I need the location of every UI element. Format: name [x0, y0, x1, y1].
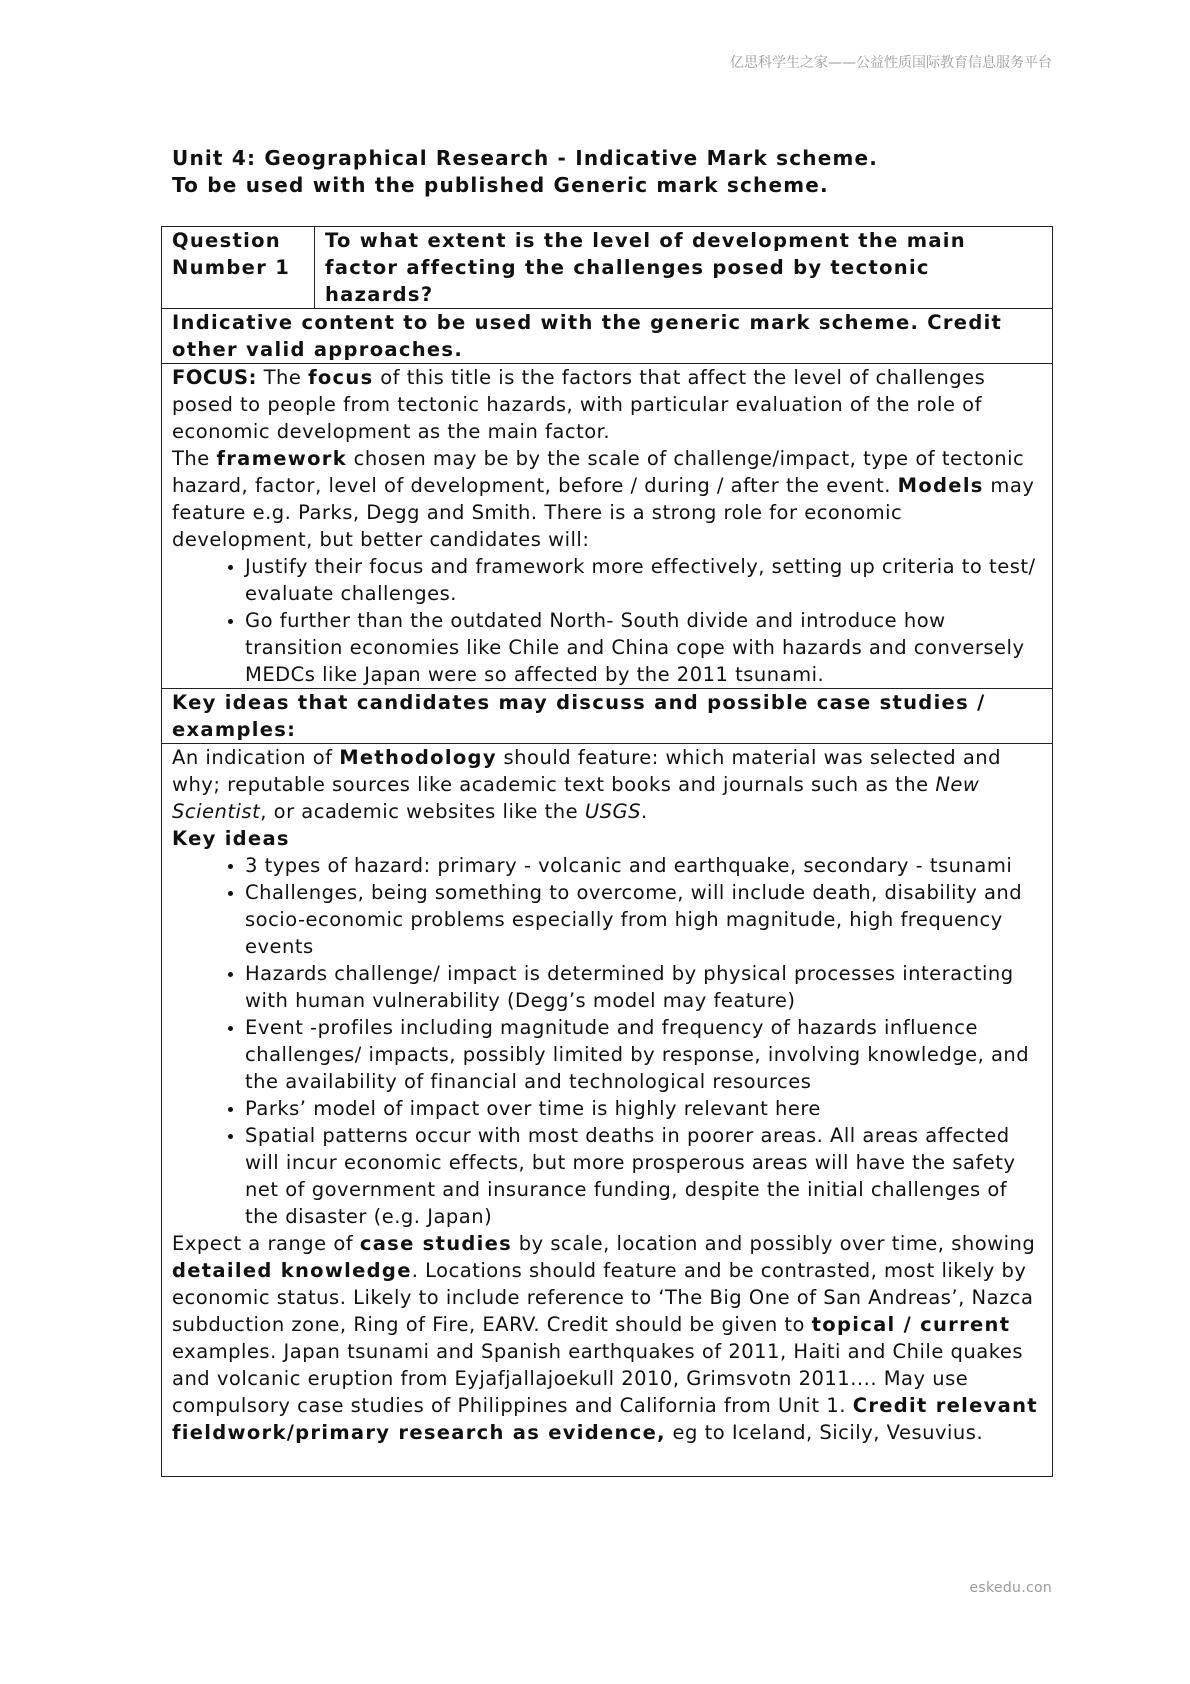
credit-fieldwork-keyword: Credit relevant fieldwork/primary research as evidence,: [172, 1394, 1038, 1444]
framework-text-3: may feature e.g. Parks, Degg and Smith. There is a strong role for economic development, but better candidates will:: [172, 474, 1035, 551]
page-header-text: 亿思科学生之家——公益性质国际教育信息服务平台: [730, 55, 1052, 71]
indicative-heading: Indicative content to be used with the generic mark scheme. Credit other valid approaches.: [162, 309, 1053, 364]
key-ideas-heading-row: [162, 689, 1053, 744]
focus-text-2: of this title is the factors that affect the level of challenges posed to people from tectonic hazards, with particular evaluation of the role of economic development as the main factor.: [172, 366, 986, 443]
topical-current-keyword: topical / current: [811, 1313, 1011, 1336]
focus-paragraph: [172, 364, 1042, 445]
detailed-knowledge-keyword: detailed knowledge: [172, 1259, 412, 1282]
framework-paragraph: [172, 445, 1042, 553]
list-item: • Justify their focus and framework more effectively, setting up criteria to test/ evaluate challenges.: [245, 553, 1042, 607]
indicative-heading-row: [162, 309, 1053, 364]
case-text-2: by scale, location and possibly over time, showing: [512, 1232, 1036, 1255]
methodology-text-1: An indication of: [172, 746, 340, 769]
list-item: • Go further than the outdated North- South divide and introduce how transition economies like Chile and China cope with hazards and conversely MEDCs like Japan were so affected by the 2011 tsunami.: [245, 607, 1042, 688]
list-item: • Hazards challenge/ impact is determined by physical processes interacting with human vulnerability (Degg’s model may feature): [245, 960, 1042, 1014]
title-line-1: Unit 4: Geographical Research - Indicative Mark scheme.: [172, 146, 879, 170]
case-text-5: eg to Iceland, Sicily, Vesuvius.: [665, 1421, 984, 1444]
focus-keyword: focus: [308, 366, 374, 389]
key-ideas-row: [162, 744, 1053, 1477]
focus-text-1: The: [256, 366, 309, 389]
focus-cell: [162, 364, 1053, 689]
list-item: • Challenges, being something to overcome, will include death, disability and socio-economic problems especially from high magnitude, high frequency events: [245, 879, 1042, 960]
case-text-3: . Locations should feature and be contrasted, most likely by economic status. Likely to include reference to ‘The Big One of San Andreas’, Nazca subduction zone, Ring of Fire, EARV. Credit should be given to: [172, 1259, 1034, 1336]
cell-bottom-space: [172, 1446, 1042, 1476]
case-text-4: examples. Japan tsunami and Spanish earthquakes of 2011, Haiti and Chile quakes and volcanic eruption from Eyjafjallajoekull 2010, Grimsvotn 2011.... May use compulsory case studies of Philippines and California from Unit 1.: [172, 1340, 1023, 1417]
focus-bullet-list: [172, 553, 1042, 688]
document-title: [172, 145, 878, 199]
methodology-text-2: should feature: which material was selected and why; reputable sources like academic text books and journals such as the: [172, 746, 1002, 796]
case-text-1: Expect a range of: [172, 1232, 360, 1255]
key-ideas-list: [172, 852, 1042, 1230]
key-ideas-label: Key ideas: [172, 827, 290, 850]
usgs-name: USGS: [584, 800, 641, 823]
methodology-keyword: Methodology: [339, 746, 497, 769]
mark-scheme-table: [161, 226, 1053, 1477]
focus-label: FOCUS:: [172, 366, 257, 389]
case-studies-keyword: case studies: [359, 1232, 513, 1255]
question-number-cell: Question Number 1: [162, 227, 315, 309]
framework-keyword: framework: [216, 447, 347, 470]
question-text-cell: To what extent is the level of development the main factor affecting the challenges posed by tectonic hazards?: [315, 227, 1053, 309]
key-ideas-heading: Key ideas that candidates may discuss and possible case studies / examples:: [162, 689, 1053, 744]
framework-text-1: The: [172, 447, 217, 470]
methodology-text-3: , or academic websites like the: [260, 800, 585, 823]
focus-row: [162, 364, 1053, 689]
list-item: • Event -profiles including magnitude and frequency of hazards influence challenges/ impacts, possibly limited by response, involving knowledge, and the availability of financial and technological resources: [245, 1014, 1042, 1095]
methodology-paragraph: [172, 744, 1042, 825]
page-footer-text: eskedu.con: [969, 1580, 1052, 1596]
case-studies-paragraph: [172, 1230, 1042, 1446]
list-item: • Spatial patterns occur with most deaths in poorer areas. All areas affected will incur economic effects, but more prosperous areas will have the safety net of government and insurance funding, despite the initial challenges of the disaster (e.g. Japan): [245, 1122, 1042, 1230]
methodology-text-4: .: [641, 800, 648, 823]
new-scientist-title: New Scientist: [172, 773, 980, 823]
key-ideas-cell: [162, 744, 1053, 1477]
title-line-2: To be used with the published Generic mark scheme.: [172, 173, 829, 197]
list-item: • Parks’ model of impact over time is highly relevant here: [245, 1095, 1042, 1122]
list-item: • 3 types of hazard: primary - volcanic and earthquake, secondary - tsunami: [245, 852, 1042, 879]
models-keyword: Models: [897, 474, 984, 497]
framework-text-2: chosen may be by the scale of challenge/impact, type of tectonic hazard, factor, level of development, before / during / after the event.: [172, 447, 1025, 497]
question-row: [162, 227, 1053, 309]
